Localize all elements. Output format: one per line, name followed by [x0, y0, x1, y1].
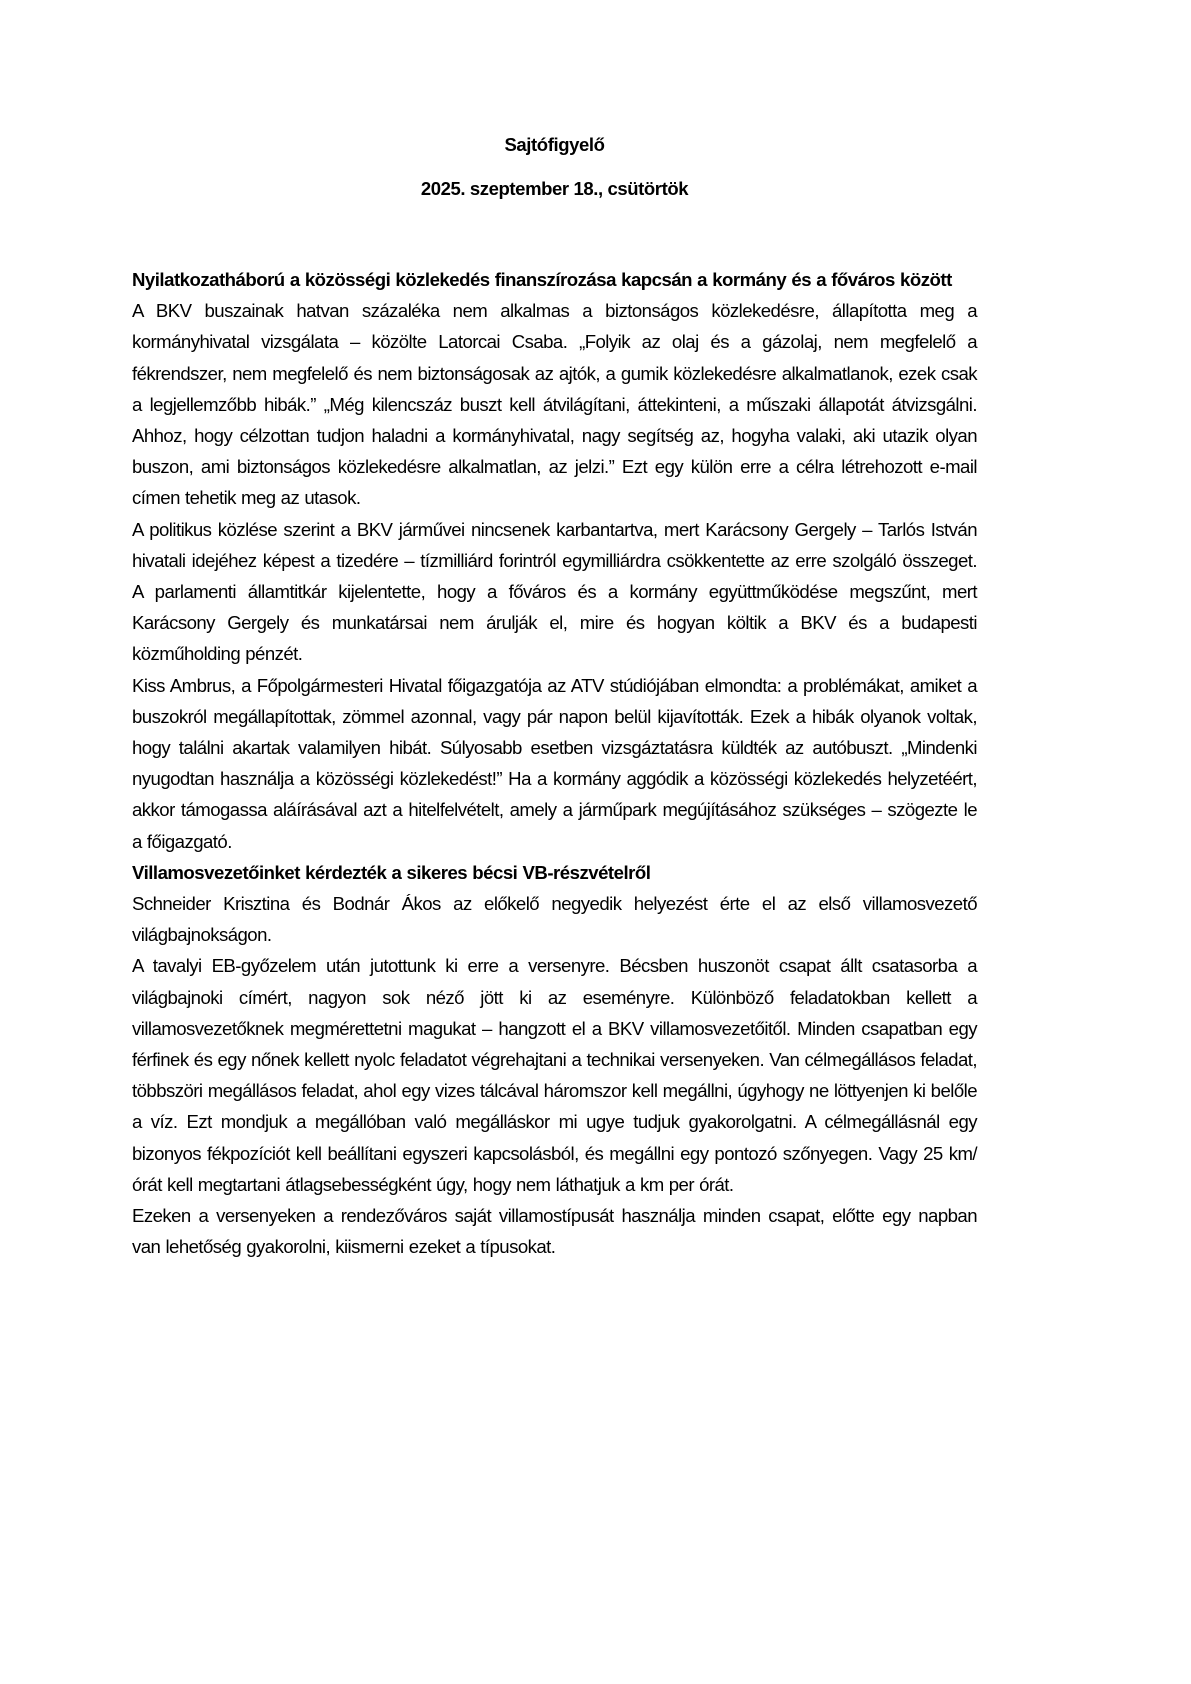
document-body: [132, 264, 977, 1263]
article-headline: Nyilatkozatháború a közösségi közlekedés finanszírozása kapcsán a kormány és a főváros között: [132, 269, 952, 290]
article-headline: Villamosvezetőinket kérdezték a sikeres bécsi VB-részvételről: [132, 861, 651, 883]
article-paragraph: A politikus közlése szerint a BKV járművei nincsenek karbantartva, mert Karácsony Gergely – Tarlós István hivatali idejéhez képest a tizedére – tízmilliárd forintról egymilliárdra csökkentette az erre szolgáló összeget. A parlamenti államtitkár kijelentette, hogy a főváros és a kormány együttműködése megszűnt, mert Karácsony Gergely és munkatársai nem árulják el, mire és hogyan költik a BKV és a budapesti közműholding pénzét.: [132, 518, 977, 665]
article-2: [132, 857, 977, 1263]
document-date: 2025. szeptember 18., csütörtök: [420, 178, 689, 199]
article-paragraph: Kiss Ambrus, a Főpolgármesteri Hivatal főigazgatója az ATV stúdiójában elmondta: a problémákat, amiket a buszokról megállapítottak, zömmel azonnal, vagy pár napon belül kijavították. Ezek a hibák olyanok voltak, hogy találni akartak valamilyen hibát. Súlyosabb esetben vizsgáztatásra küldték az autóbuszt. „Mindenki nyugodtan használja a közösségi közlekedést!” Ha a kormány aggódik a közösségi közlekedés helyzetéért, akkor támogassa aláírásával azt a hitelfelvételt, amely a járműpark megújításához szükséges – szögezte le a főigazgató.: [132, 674, 977, 852]
article-paragraph: Schneider Krisztina és Bodnár Ákos az előkelő negyedik helyezést érte el az első villamosvezető világbajnokságon.: [132, 893, 977, 946]
article-paragraph: A tavalyi EB-győzelem után jutottunk ki erre a versenyre. Bécsben huszonöt csapat állt csatasorba a világbajnoki címért, nagyon sok néző jött ki az eseményre. Különböző feladatokban kellett a villamosvezetőknek megmérettetni magukat – hangzott el a BKV villamosvezetőitől. Minden csapatban egy férfinek és egy nőnek kellett nyolc feladatot végrehajtani a technikai versenyeken. Van célmegállásos feladat, többszöri megállásos feladat, ahol egy vizes tálcával háromszor kell megállni, úgyhogy ne löttyenjen ki belőle a víz. Ezt mondjuk a megállóban való megálláskor mi ugye tudjuk gyakorolgatni. A célmegállásnál egy bizonyos fékpozíciót kell beállítani egyszeri kapcsolásból, és megállni egy pontozó szőnyegen. Vagy 25 km/órát kell megtartani átlagsebességként úgy, hogy nem láthatjuk a km per órát.: [132, 955, 977, 1195]
article-1: [132, 264, 977, 857]
document-title: Sajtófigyelő: [504, 134, 605, 155]
article-paragraph: Ezeken a versenyeken a rendezőváros saját villamostípusát használja minden csapat, előtte egy napban van lehetőség gyakorolni, kiismerni ezeket a típusokat.: [132, 1205, 977, 1258]
article-paragraph: A BKV buszainak hatvan százaléka nem alkalmas a biztonságos közlekedésre, állapította meg a kormányhivatal vizsgálata – közölte Latorcai Csaba. „Folyik az olaj és a gázolaj, nem megfelelő a fékrendszer, nem megfelelő és nem biztonságosak az ajtók, a gumik közlekedésre alkalmatlanok, ezek csak a legjellemzőbb hibák.” „Még kilencszáz buszt kell átvilágítani, áttekinteni, a műszaki állapotát átvizsgálni. Ahhoz, hogy célzottan tudjon haladni a kormányhivatal, nagy segítség az, hogyha valaki, aki utazik olyan buszon, ami biztonságos közlekedésre alkalmatlan, az jelzi.” Ezt egy külön erre a célra létrehozott e-mail címen tehetik meg az utasok.: [132, 300, 977, 509]
